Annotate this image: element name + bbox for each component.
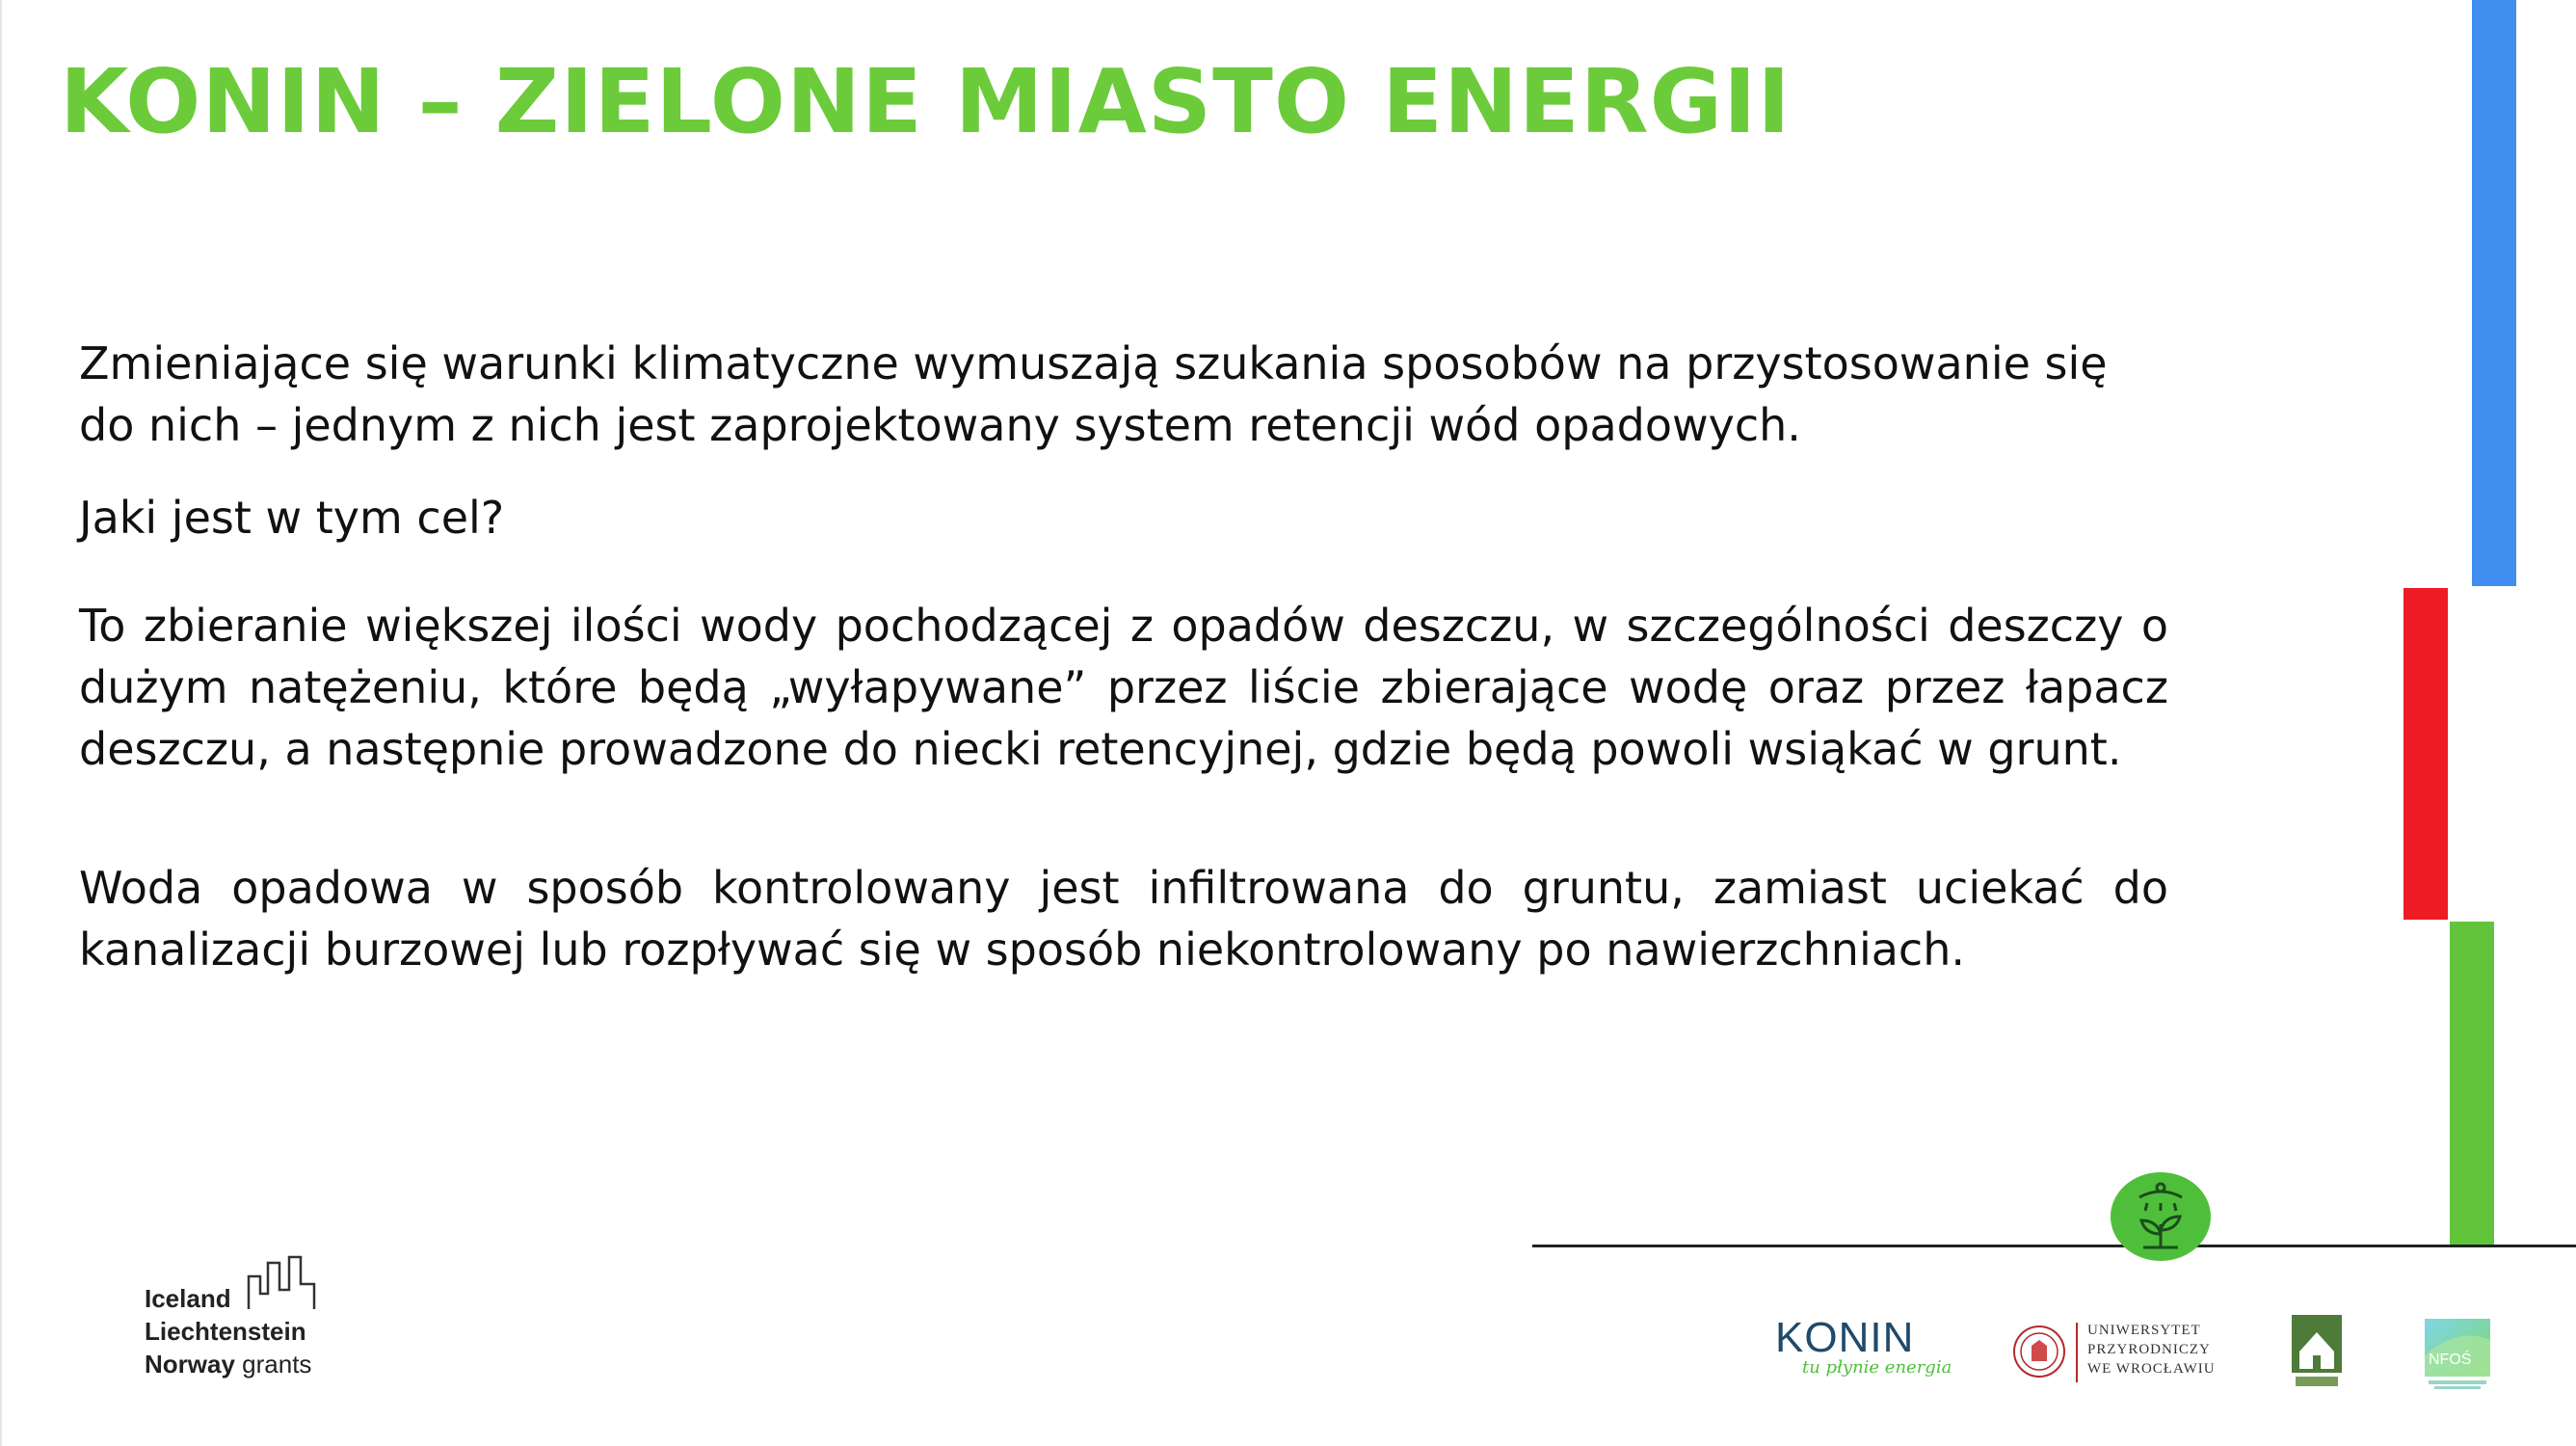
slide-title: KONIN – ZIELONE MIASTO ENERGII xyxy=(60,50,1792,153)
konin-logo xyxy=(1775,1315,1968,1392)
konin-logo-slogan: tu płynie energia xyxy=(1802,1357,1952,1378)
eea-line-iceland: Iceland xyxy=(145,1284,231,1313)
eea-norway: Norway xyxy=(145,1350,235,1379)
upwr-divider xyxy=(2076,1323,2078,1382)
eea-grants-logo xyxy=(145,1255,376,1390)
plant-watering-icon xyxy=(2111,1172,2211,1261)
nfos-logo xyxy=(2423,1317,2492,1392)
paragraph-climate: Zmieniające się warunki klimatyczne wymuszają szukania sposobów na przystosowanie się do nich – jednym z nich jest zaprojektowany system retencji wód opadowych. xyxy=(79,337,2108,451)
question-text: Jaki jest w tym cel? xyxy=(79,492,505,544)
upwr-line-2: PRZYRODNICZY xyxy=(2087,1342,2211,1357)
eea-grants-word: grants xyxy=(242,1350,312,1379)
nfos-label: NFOŚ xyxy=(2429,1352,2472,1368)
footer-divider-line xyxy=(1532,1245,2576,1247)
upwr-text xyxy=(2087,1321,2216,1379)
decorative-bar-blue xyxy=(2472,0,2516,586)
university-seal-icon xyxy=(2012,1325,2066,1379)
upwr-line-3: WE WROCŁAWIU xyxy=(2087,1361,2216,1377)
left-edge-line xyxy=(0,0,2,1446)
upwr-logo xyxy=(2012,1321,2215,1384)
konin-logo-word: KONIN xyxy=(1775,1314,1915,1361)
decorative-bar-green xyxy=(2450,922,2494,1245)
paragraph-rain-collection: To zbieranie większej ilości wody pochodzącej z opadów deszczu, w szczególności deszczy o dużym natężeniu, które będą „wyłapywane” przez liście zbierające wodę oraz przez łapacz deszczu, a następnie prowadzone do niecki retencyjnej, gdzie będą powoli wsiąkać w grunt. xyxy=(79,600,2168,775)
eea-grants-icon xyxy=(247,1255,320,1311)
eea-line-norway-grants xyxy=(145,1348,311,1380)
eea-line-liechtenstein: Liechtenstein xyxy=(145,1317,306,1346)
decorative-bar-red xyxy=(2403,588,2448,920)
slide-content xyxy=(79,333,2168,980)
paragraph-infiltration: Woda opadowa w sposób kontrolowany jest infiltrowana do gruntu, zamiast uciekać do kanalizacji burzowej lub rozpływać się w sposób niekontrolowany po nawierzchniach. xyxy=(79,862,2168,976)
upwr-line-1: UNIWERSYTET xyxy=(2087,1323,2201,1338)
house-logo-icon xyxy=(2290,1313,2344,1390)
